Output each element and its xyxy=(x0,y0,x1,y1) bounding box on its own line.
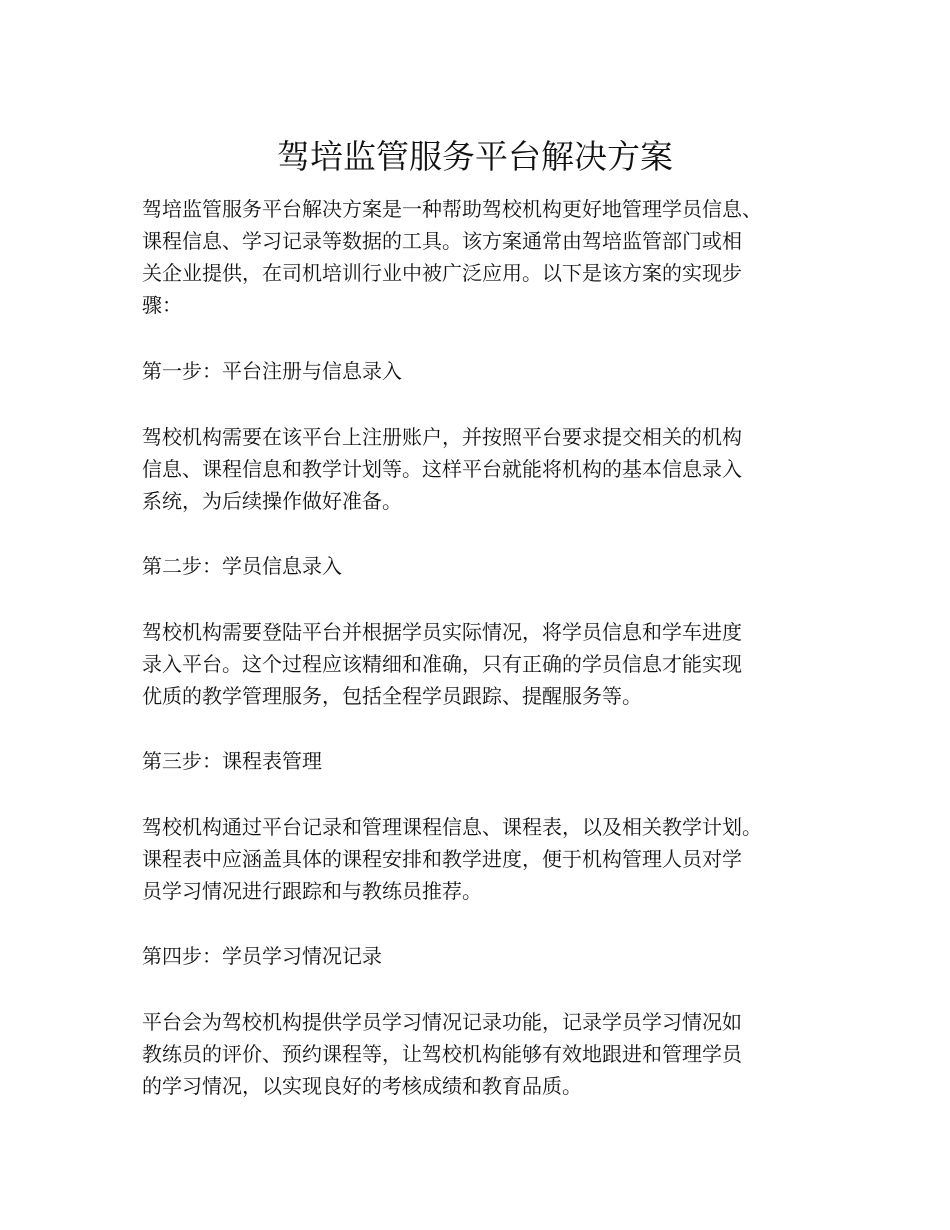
step-1-heading: 第一步：平台注册与信息录入 xyxy=(142,359,402,383)
step-3-line-3: 员学习情况进行跟踪和与教练员推荐。 xyxy=(142,879,482,903)
step-1-line-2: 信息、课程信息和教学计划等。这样平台就能将机构的基本信息录入 xyxy=(142,457,742,481)
step-4-line-2: 教练员的评价、预约课程等，让驾校机构能够有效地跟进和管理学员 xyxy=(142,1042,742,1066)
step-2-line-1: 驾校机构需要登陆平台并根据学员实际情况，将学员信息和学车进度 xyxy=(142,620,742,644)
intro-line-4: 骤： xyxy=(142,293,182,317)
step-3-line-1: 驾校机构通过平台记录和管理课程信息、课程表，以及相关教学计划。 xyxy=(142,815,762,839)
intro-line-1: 驾培监管服务平台解决方案是一种帮助驾校机构更好地管理学员信息、 xyxy=(142,197,762,221)
step-4-line-1: 平台会为驾校机构提供学员学习情况记录功能，记录学员学习情况如 xyxy=(142,1010,742,1034)
step-4-line-3: 的学习情况，以实现良好的考核成绩和教育品质。 xyxy=(142,1074,582,1098)
step-4-heading: 第四步：学员学习情况记录 xyxy=(142,944,382,968)
step-1-line-3: 系统，为后续操作做好准备。 xyxy=(142,489,402,513)
step-1-line-1: 驾校机构需要在该平台上注册账户，并按照平台要求提交相关的机构 xyxy=(142,425,742,449)
step-2-heading: 第二步：学员信息录入 xyxy=(142,554,342,578)
step-3-line-2: 课程表中应涵盖具体的课程安排和教学进度，便于机构管理人员对学 xyxy=(142,847,742,871)
step-2-line-2: 录入平台。这个过程应该精细和准确，只有正确的学员信息才能实现 xyxy=(142,652,742,676)
step-3-heading: 第三步：课程表管理 xyxy=(142,749,322,773)
step-2-line-3: 优质的教学管理服务，包括全程学员跟踪、提醒服务等。 xyxy=(142,684,642,708)
intro-line-3: 关企业提供，在司机培训行业中被广泛应用。以下是该方案的实现步 xyxy=(142,261,742,285)
document-title: 驾培监管服务平台解决方案 xyxy=(277,137,673,176)
intro-line-2: 课程信息、学习记录等数据的工具。该方案通常由驾培监管部门或相 xyxy=(142,229,742,253)
